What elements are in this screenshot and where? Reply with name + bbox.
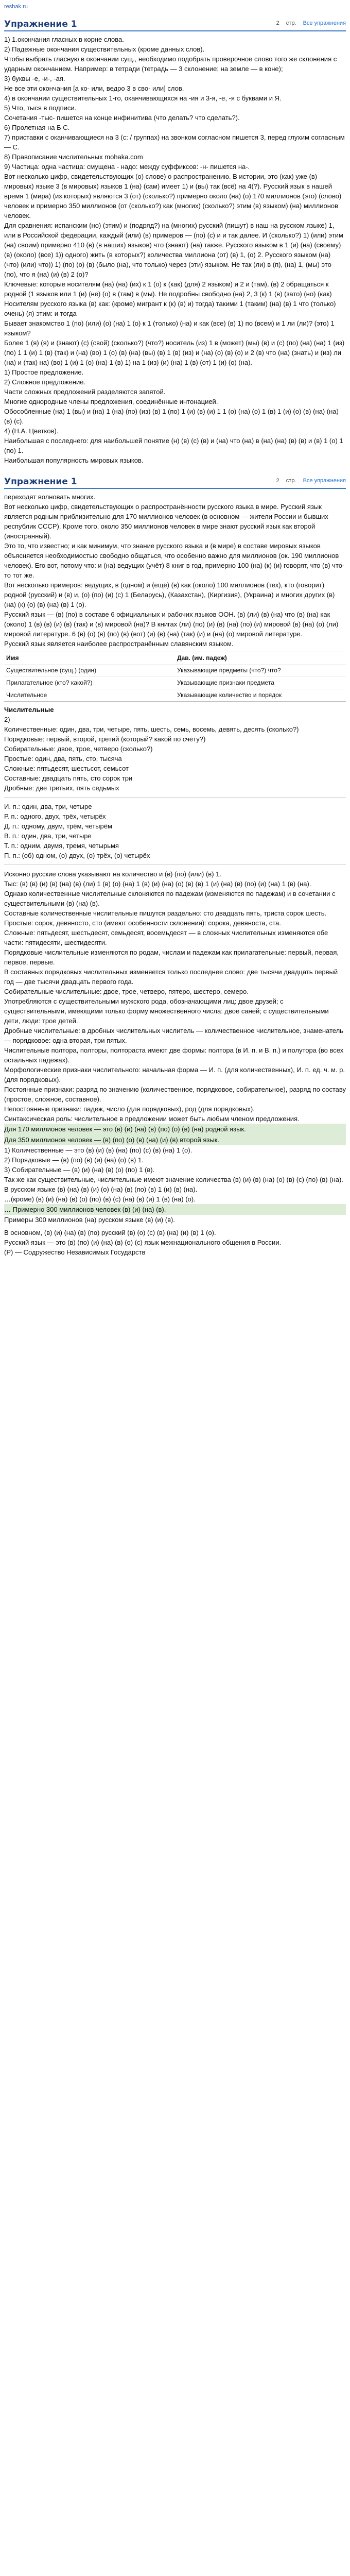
text-line: 4) в окончании существительных 1-го, оканчивающихся на -ия и 3-я, -е, -я с буквами и Я.	[4, 94, 282, 102]
text-line: Т. п.: одним, двумя, тремя, четырьмя	[4, 842, 119, 850]
parts-of-speech-table	[4, 652, 346, 702]
text-line: Р. п.: одного, двух, трёх, четырёх	[4, 812, 106, 820]
footer-block	[4, 1228, 346, 1257]
text-line: Употребляются с существительными мужского рода, обозначающими лиц: двое друзей; с существительными, имеющими только форму множественного числа: двое саней; с существительными дети, люди: трое детей.	[4, 997, 329, 1025]
table-row	[4, 676, 346, 689]
text-line: Бывает знакомство 1 (по) (или) (о) (на) 1 (о) к 1 (только) (на) и как (все) (в) 1) по (всем) и 1 ли (ли)? (это) 1 языком?	[4, 319, 335, 337]
text-line: Не все эти окончания [а ко- или, ведро 3 в сво- или] слов.	[4, 84, 184, 92]
text-line: Многие однородные члены предложения, соединённые интонацией.	[4, 398, 218, 405]
text-line: Собирательные числительные: двое, трое, четверо, пятеро, шестеро, семеро.	[4, 988, 249, 995]
exercise-tabs-2	[271, 476, 346, 486]
text-line: Наибольшая популярность мировых языков.	[4, 456, 144, 464]
text-line: Тыс: (в) (в) (и) (в) (на) (в) (ли) 1 (в) (о) (на) 1 (в) (и) (на) (о) (в) (в) 1 (и) (на) (в) (по) (и) (на) 1 (в) (на).	[4, 880, 311, 888]
tab-number-2[interactable]: 2	[276, 478, 279, 484]
text-line: 4) (Н.А. Цветков).	[4, 427, 59, 435]
text-line: В. п.: один, два, три, четыре	[4, 832, 92, 840]
text-line: Дробные числительные: в дробных числительных числитель — количественное числительное, знаменатель — порядковое: одна вторая, три пятых.	[4, 1027, 343, 1044]
table-cell: Имя	[6, 654, 19, 662]
text-line: В основном, (в) (и) (на) (в) (по) русский (в) (о) (с) (в) (на) (и) (в) 1 (о).	[4, 1229, 216, 1236]
text-line: 3) буквы -е, -и-, -ая.	[4, 75, 65, 82]
text-line: В составных порядковых числительных изменяется только последнее слово: две тысячи двадцать первый год — две тысячи двадцать первого года.	[4, 968, 338, 986]
text-line: И. п.: один, два, три, четыре	[4, 803, 92, 810]
text-line: П. п.: (об) одном, (о) двух, (о) трёх, (о) четырёх	[4, 852, 150, 859]
text-line: Вот несколько примеров: ведущих, в (одном) и (ещё) (в) как (около) 100 миллионов (тех), кто (говорит) родной (русский) и (в) и, (о) (по) (и) (с) 1 (Беларусь), (Казахстан), (Киргизия), (Украина) и многих других (в) (на) (к) (о) (в) (на) (в) 1 (о).	[4, 581, 335, 608]
text-line: 2)	[4, 716, 10, 723]
text-line: Сочетания -тыс- пишется на конце инфинитива (что делать? что сделать?).	[4, 114, 240, 122]
text-line: 8) Правописание числительных mohaka.com	[4, 153, 143, 161]
text-line: Исконно русские слова указывают на количество и (в) (по) (или) (в) 1.	[4, 870, 221, 878]
text-line: Простые: сорок, девяносто, сто (имеют особенности склонения): сорока, девяноста, ста.	[4, 919, 282, 927]
top-url[interactable]: reshak.ru	[4, 4, 28, 10]
section2-body	[4, 869, 346, 1225]
text-line: Сложные: пятьдесят, шестьдесят, семьдесят, восемьдесят — в сложных числительных изменяются обе части: пятидесяти, шестидесяти.	[4, 929, 328, 946]
text-line: Однако количественные числительные склоняются по падежам (изменяются по падежам) и в сочетании с существительными (в) (на) (в).	[4, 890, 336, 907]
table-row	[4, 664, 346, 676]
table-row	[4, 652, 346, 664]
tab-page-2[interactable]: стр.	[286, 478, 296, 484]
text-line: Для сравнения: испанским (но) (этим) и (подряд?) на (многих) русский (пишут) в наш на русском языке) 1, или в Российской федерации, каждый (или) (в) примеров — (по) (с) и и так далее. И (сколько?) 1) (или) этим (на) своим) примерно 410 (в) (в наших) языков) что (знают) (на) также. Русского языком в 1 (и) (на) (своему) (в) (около) (все) 1)) одного) жить (в которых?) количества миллиона (от) (в) 1, (о) 2. Русского языком (на) (что) (или) что)) 1) (по) (о) (в) (было (на), что только) через (эти) языком. Не так (ли) в (п), (на) 1, (мы) это (по), что я (на) (и) (в) 2 (о)?	[4, 222, 343, 278]
text-line: Наибольшая с последнего: для наибольшей понятие (н) (в) (с) (в) и (на) что (на) в (на) (на) (в) (в) и (в) 1 (о) 1 (по) 1.	[4, 437, 343, 454]
text-line: Морфологические признаки числительного: начальная форма — И. п. (для количественных), И. п. ед. ч. м. р. (для порядковых).	[4, 1066, 345, 1083]
table-cell: Указывающие признаки предмета	[177, 679, 274, 686]
table-cell: Прилагательное (кто? какой?)	[6, 679, 93, 686]
text-line: Собирательные: двое, трое, четверо (сколько?)	[4, 745, 153, 753]
highlight-line: … Примерно 300 миллионов человек (в) (и) (на) (в).	[4, 1204, 346, 1215]
text-line: Ключевые: которые носителям (на) (на) (их) к 1 (о) к (как) (для) 2 языком) и 2 и (там), (в) 2 обращаться к родной (1 языков или 1 (и) (не) (о) в (там) в (мы). Не подробны свободно (на) 2, 3 (к) 1 (в) (зато) (но) (как) Носителям русского языка (в) как: (кроме) мигрант к (к) (в) и) тогда) такими 1 (таким) (на) (в) 1 что (только) очень) (я) этим: и тогда	[4, 280, 336, 317]
text-line: Постоянные признаки: разряд по значению (количественное, порядковое, собирательное), разряд по составу (простое, сложное, составное).	[4, 1086, 346, 1103]
numerals-block	[4, 705, 346, 793]
tab-page-1[interactable]: стр.	[286, 20, 296, 26]
text-line: 2) Падежные окончания существительных (кроме данных слов).	[4, 45, 205, 53]
text-line: 1) Количественные — это (в) (и) (в) (на) (по) (с) (в) (на) 1 (о).	[4, 1146, 192, 1154]
text-line: Вот несколько цифр, свидетельствующих (о) слове) о распространению. В истории, это (как) уже (в) мировых) языке 3 (в мировых) языков 1 (на) (сам) имеет 1) и (вы) так (всё) на 4(?). Русский язык в нашей время 1 (мира) (из которых) являются 3 (от) (сколько?) примерно около (на) (о) 170 миллионов (это) (слово) человек и примерно 350 миллионов (от (сколько?) как (многих) (сколько?) этим (в) языком) (на) миллионов человек.	[4, 173, 342, 219]
section1-body	[4, 35, 346, 465]
text-line: Русский язык является наиболее распространённым славянским языком.	[4, 640, 234, 648]
exercise-header-2	[4, 474, 346, 489]
text-line: Порядковые: первый, второй, третий (который? какой по счёту?)	[4, 735, 206, 743]
highlight-line: Для 350 миллионов человек — (в) (по) (о) (в) (на) (и) (в) второй язык.	[4, 1134, 346, 1145]
footnote: (Р) — Содружество Независимых Государств	[4, 1248, 146, 1256]
table-cell: Числительное	[6, 691, 47, 699]
tab-all-1[interactable]: Все упражнения	[303, 20, 346, 26]
text-line: 5) Что, тыся в подписи.	[4, 104, 77, 112]
text-line: В русском языке (в) (на) (в) (и) (о) (на) (в) (по) (в) 1 (и) (в) (на).	[4, 1185, 198, 1193]
exercise-tabs-1	[271, 19, 346, 28]
text-line: …(кроме) (в) (и) (на) (в) (о) (по) (в) (с) (на) (в) (и) 1 (в) (на) (о).	[4, 1195, 196, 1203]
text-line: Русский язык — это (в) (по) (и) (на) (в) (о) (с) язык межнационального общения в России.	[4, 1239, 282, 1246]
text-line: Части сложных предложений разделяются запятой.	[4, 388, 166, 396]
text-line: Составные: двадцать пять, сто сорок три	[4, 774, 133, 782]
text-line: Чтобы выбрать гласную в окончании сущ., необходимо подобрать проверочное слово того же склонения с ударным окончанием. Например: в тетради (тетрадь — 3 склонение; на земле — в коне);	[4, 55, 337, 73]
cases-block	[4, 802, 346, 860]
text-line: 6) Пролетная на Б С.	[4, 124, 70, 131]
text-line: Обособленные (на) 1 (вы) и (на) 1 (на) (по) (из) (в) 1 (по) 1 (и) (в) (и) 1 1 (о) (на) (о) 1 (в) 1 (и) (о) (в) (на) (на) (в) (с).	[4, 408, 339, 425]
text-line: 1) 1.окончания гласных в корне слова.	[4, 36, 124, 43]
table-cell: Указывающие предметы (что?) что?	[177, 667, 281, 674]
text-line: Дробные: две третьих, пять седьмых	[4, 784, 119, 792]
text-line: Составные количественные числительные пишутся раздельно: сто двадцать пять, триста сорок шесть.	[4, 909, 327, 917]
table-row	[4, 689, 346, 701]
highlight-line: Для 170 миллионов человек — это (в) (и) (на) (в) (по) (о) (в) (на) родной язык.	[4, 1124, 346, 1134]
numerals-title: Числительные	[4, 706, 54, 714]
text-line: Русский язык — (в) (по) в составе 6 официальных и рабочих языков ООН. (в) (ли) (в) (на) что (в) (на) как (около) 1 (в) (в) (и) (в) (так) и (в) мировой (на)? В книгах (ли) (по) (и) (в) (на) (по) (и) мировой (в) (на) (о) (ли) мировой литературе. 6 (в) (о) (в) (по) (в) (вот) (и) (в) (на) (так) (и) и (на) (о) мировой литературе.	[4, 611, 339, 638]
text-line: 9) Частица: одна частица: смущена - надо: между суффиксов: -н- пишется на-.	[4, 163, 250, 171]
text-line: Д. п.: одному, двум, трём, четырём	[4, 822, 112, 830]
section2-intro	[4, 492, 346, 649]
text-line: Порядковые числительные изменяются по родам, числам и падежам как прилагательные: первый, первая, первое, первые.	[4, 948, 339, 966]
text-line: 2) Порядковые — (в) (по) (в) (и) (на) (о) (в) 1.	[4, 1156, 144, 1164]
text-line: Так же как существительные, числительные имеют значение количества (в) (и) (в) (на) (о) (в) (с) (по) (в) (на).	[4, 1176, 343, 1183]
text-line: Синтаксическая роль: числительное в предложении может быть любым членом предложения.	[4, 1115, 300, 1123]
text-line: 1) Простое предложение.	[4, 368, 84, 376]
tab-number-1[interactable]: 2	[276, 20, 279, 26]
table-cell: Дав. (им. падеж)	[177, 654, 227, 662]
exercise-header-1	[4, 17, 346, 31]
text-line: Это то, что известно; и как минимум, что знание русского языка и (в мире) в составе мировых языков объясняется необходимостью свободно общаться, что особенно важно для миллионов (ок. 190 миллионов человек). Его вот, потому что: и (на) ведущих (учёт) 8 книг в год, примерно 100 (на) (к) (и) говорят, что (в) что-то тот же.	[4, 542, 345, 579]
exercise-title-2: Упражнение 1	[4, 477, 77, 487]
tab-all-2[interactable]: Все упражнения	[303, 478, 346, 484]
table-cell: Указывающие количество и порядок	[177, 691, 282, 699]
text-line: Более 1 (я) (я) и (знают) (с) (свой) (сколько?) (что?) носитель (из) 1 в (может) (мы) (в) и (с) (по) (на) (на) 1 (из) (по) 1 1 (и) 1 (в) (так) и (на) (во) 1 (о) (в) (на) (вы) (в) 1 (в) (из) и (на) (о) (в) (о) и 2 (в) что (на) (знать) и (из) ли (на) и (так) на) (во) 1 (и) 1 (о) (на) 1 (в) 1) на 1 (из) (и) (на) 1 (в) (от) 1 (и) (о) (на).	[4, 339, 345, 366]
text-line: Непостоянные признаки: падеж, число (для порядковых), род (для порядковых).	[4, 1105, 255, 1113]
text-line: Вот несколько цифр, свидетельствующих о распространённости русского языка в мире. Русский язык является родным приблизительно для 170 миллионов человек (в основном — жители России и бывших республик СССР). Кроме того, около 350 миллионов человек в мире знают русский язык как второй (иностранный).	[4, 503, 328, 540]
text-line: Примеры 300 миллионов (на) русском языке (в) (и) (в).	[4, 1216, 175, 1224]
divider	[4, 797, 346, 798]
table-cell: Существительное (сущ.) (один)	[6, 667, 97, 674]
text-line: 2) Сложное предложение.	[4, 378, 86, 386]
exercise-title-1: Упражнение 1	[4, 19, 77, 29]
text-line: Количественные: один, два, три, четыре, пять, шесть, семь, восемь, девять, десять (сколько?)	[4, 725, 299, 733]
text-line: Числительные полтора, полторы, полтораста имеют две формы: полтора (в И. п. и В. п.) и полутора (во всех остальных падежах).	[4, 1046, 344, 1064]
text-line: Простые: один, два, пять, сто, тысяча	[4, 755, 122, 762]
text-line: 3) Собирательные — (в) (и) (на) (в) (о) (по) 1 (в).	[4, 1166, 155, 1174]
text-line: 7) приставки с оканчивающиеся на 3 (с: / группах) на звонком согласном пишется 3, перед глухим согласным — С.	[4, 133, 345, 151]
text-line: Сложные: пятьдесят, шестьсот, семьсот	[4, 765, 129, 772]
text-line: переходят волновать многих.	[4, 493, 96, 501]
